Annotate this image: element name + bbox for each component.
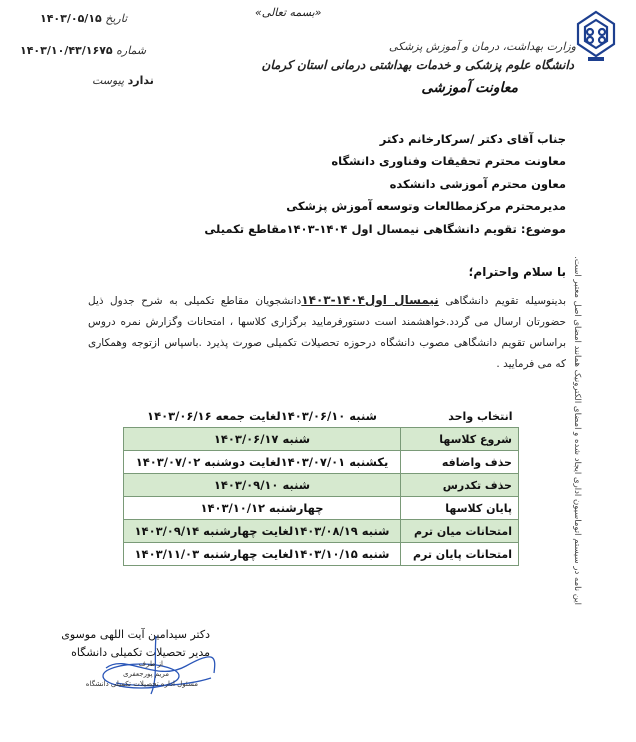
signer-title: مدیر تحصیلات تکمیلی دانشگاه bbox=[71, 646, 210, 659]
table-row bbox=[124, 451, 519, 474]
date-cell: یکشنبه ۱۴۰۳/۰۷/۰۱لغایت دوشنبه ۱۴۰۳/۰۷/۰۲ bbox=[124, 451, 401, 474]
table-row bbox=[124, 405, 519, 428]
activity-cell: حذف تکدرس bbox=[401, 474, 519, 497]
table-row bbox=[124, 428, 519, 451]
number-label: شماره bbox=[116, 44, 147, 57]
signer-name: دکتر سیدامین آیت اللهی موسوی bbox=[61, 628, 210, 641]
date-cell: شنبه ۱۴۰۳/۰۶/۱۰لغایت جمعه ۱۴۰۳/۰۶/۱۶ bbox=[147, 409, 377, 423]
table-row bbox=[124, 497, 519, 520]
date-value: ۱۴۰۳/۰۵/۱۵ bbox=[40, 12, 102, 25]
schedule-table bbox=[123, 405, 519, 566]
university-name: دانشگاه علوم پزشکی و خدمات بهداشتی درمانی استان کرمان bbox=[261, 58, 574, 72]
attachment-label: پیوست bbox=[92, 74, 125, 87]
activity-cell: شروع کلاسها bbox=[401, 428, 519, 451]
activity-cell: امتحانات میان ترم bbox=[401, 520, 519, 543]
activity-cell: امتحانات پایان ترم bbox=[401, 543, 519, 566]
electronic-signature-note: این نامه در سیستم اتوماسیون اداری ایجاد شده و امضای الکترونیک همانند امضای اصل معتبر است. bbox=[572, 256, 582, 605]
number-value: ۱۴۰۳/۱۰/۴۳/۱۶۷۵ bbox=[20, 44, 113, 57]
body-paragraph bbox=[88, 290, 566, 375]
deputy-name: معاونت آموزشی bbox=[421, 80, 518, 96]
university-logo-icon bbox=[574, 10, 618, 62]
stamp-line: مریم پورجعفری bbox=[123, 670, 169, 678]
recipient-line: مدیرمحترم مرکزمطالعات وتوسعه آموزش پزشکی bbox=[286, 199, 566, 213]
table-row bbox=[124, 474, 519, 497]
number-row bbox=[20, 44, 146, 57]
date-cell: شنبه ۱۴۰۳/۰۶/۱۷ bbox=[124, 428, 401, 451]
body-text-start: بدینوسیله تقویم دانشگاهی bbox=[438, 295, 566, 307]
subject-line: موضوع: تقویم دانشگاهی نیمسال اول ۱۴۰۴-۱۴۰۳مقاطع تکمیلی bbox=[204, 222, 566, 236]
stamp-line: مسئول اداره تحصیلات تکمیلی دانشگاه bbox=[85, 680, 198, 688]
recipient-line: معاون محترم آموزشی دانشکده bbox=[389, 177, 566, 191]
ministry-name: وزارت بهداشت، درمان و آموزش پزشکی bbox=[388, 40, 576, 53]
body-text-rest: دانشجویان مقاطع تکمیلی به شرح جدول ذیل حضورتان ارسال می گردد.خواهشمند است دستورفرمایید برگزاری کلاسها ، امتحانات وگزارش نمره دروس براساس تقویم دانشگاهی مصوب دانشگاه درحوزه تحصیلات تکمیلی صورت پذیرد .باسپاس ازتوجه وهمکاری که می فرمایید . bbox=[88, 295, 566, 370]
attachment-value: ندارد bbox=[127, 74, 154, 87]
table-row bbox=[124, 520, 519, 543]
date-label: تاریخ bbox=[105, 12, 128, 25]
date-cell: شنبه ۱۴۰۳/۰۸/۱۹لغایت چهارشنبه ۱۴۰۳/۰۹/۱۴ bbox=[124, 520, 401, 543]
stamp-line: از طرف bbox=[138, 660, 163, 668]
attachment-row bbox=[92, 74, 154, 87]
activity-cell: حذف واضافه bbox=[401, 451, 519, 474]
activity-cell: انتخاب واحد bbox=[448, 409, 513, 423]
activity-cell: پایان کلاسها bbox=[401, 497, 519, 520]
date-cell: شنبه ۱۴۰۳/۰۹/۱۰ bbox=[124, 474, 401, 497]
basmala: «بسمه تعالی» bbox=[255, 6, 322, 19]
semester-highlight: نیمسال اول۱۴۰۴-۱۴۰۳ bbox=[301, 293, 439, 307]
greeting: با سلام واحترام؛ bbox=[468, 265, 566, 279]
date-cell: چهارشنبه ۱۴۰۳/۱۰/۱۲ bbox=[124, 497, 401, 520]
recipient-line: جناب آقای دکتر /سرکارخانم دکتر bbox=[379, 132, 566, 146]
table-row bbox=[124, 543, 519, 566]
date-cell: شنبه ۱۴۰۳/۱۰/۱۵لغایت چهارشنبه ۱۴۰۳/۱۱/۰۳ bbox=[124, 543, 401, 566]
recipient-line: معاونت محترم تحقیقات وفناوری دانشگاه bbox=[331, 154, 566, 168]
date-row bbox=[40, 12, 127, 25]
